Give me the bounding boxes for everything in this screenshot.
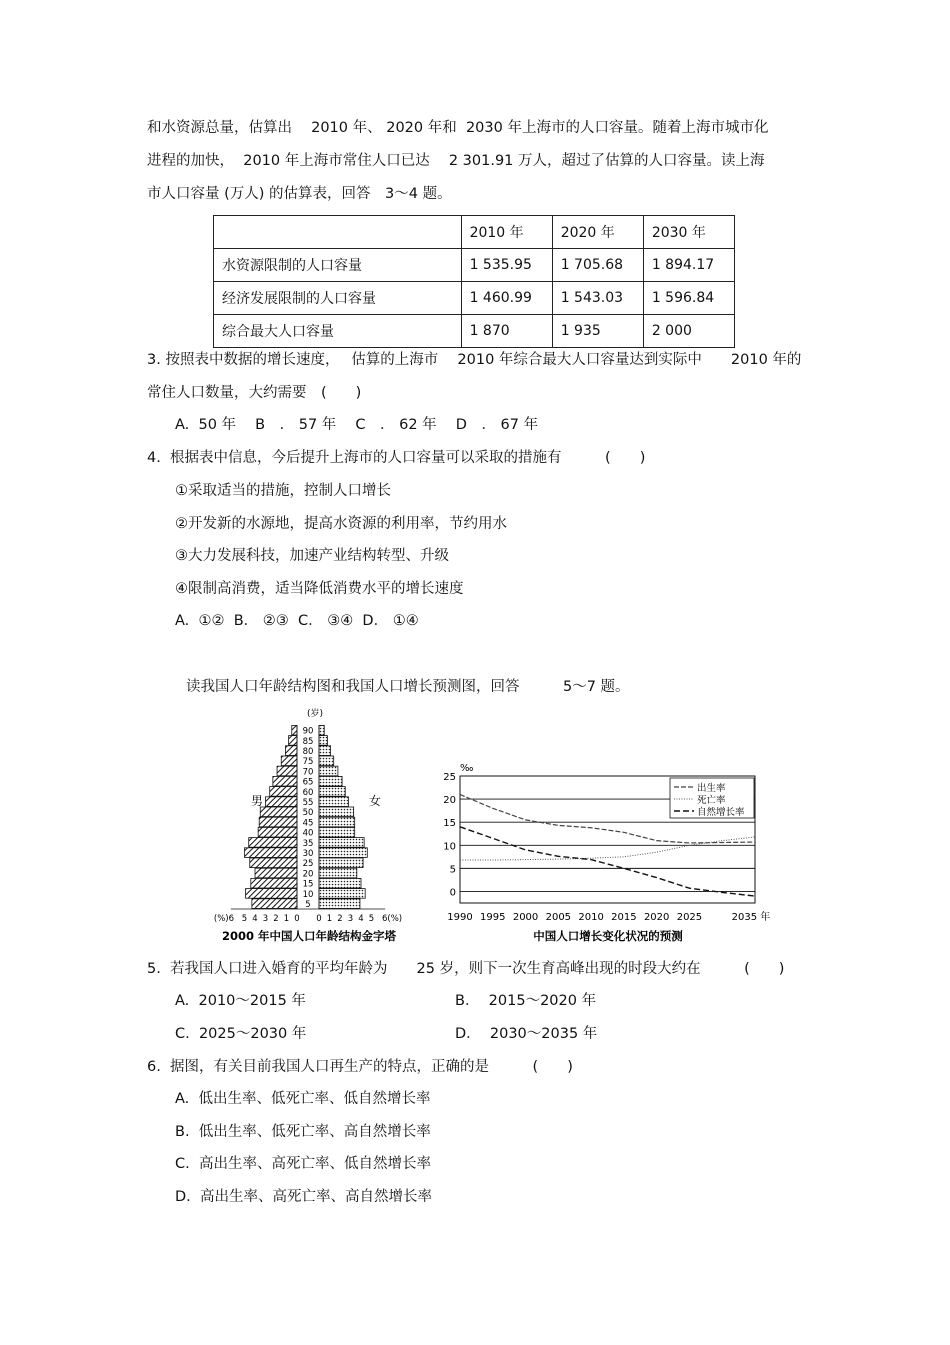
growth-y-tick: 5 [449, 864, 456, 876]
pyramid-age-tick: 15 [302, 879, 314, 890]
growth-y-tick: 20 [443, 795, 456, 807]
table-cell: 1 894.17 [643, 249, 734, 282]
growth-y-unit: ‰ [460, 763, 474, 774]
q6-option-a: A. 低出生率、低死亡率、低自然增长率 [175, 1091, 431, 1107]
q3-options: A. 50 年 B ． 57 年 C ． 62 年 D ． 67 年 [175, 417, 539, 433]
pyramid-bar-female [319, 827, 355, 837]
population-pyramid-chart [205, 703, 430, 948]
pyramid-bar-female [319, 838, 364, 848]
pyramid-age-tick: 40 [302, 828, 314, 839]
q3-stem-line-2: 常住人口数量，大约需要 ( ) [147, 385, 362, 401]
table-row [214, 315, 735, 348]
growth-x-tick: 2000 [512, 912, 539, 923]
pyramid-age-tick: 45 [302, 818, 314, 829]
population-capacity-table [213, 215, 735, 348]
q5-option-a: A. 2010～2015 年 [175, 993, 306, 1009]
growth-x-tick: 1990 [447, 912, 473, 923]
pyramid-bar-male [281, 756, 297, 766]
pyramid-age-tick: 25 [302, 859, 314, 870]
pyramid-bar-female [319, 868, 357, 878]
pyramid-bar-male [270, 787, 297, 797]
q6-option-b: B. 低出生率、低死亡率、高自然增长率 [175, 1124, 431, 1140]
pyramid-x-tick: 5 [241, 914, 248, 924]
pyramid-x-tick: 2 [337, 914, 343, 924]
pyramid-age-tick: 20 [302, 869, 314, 880]
q5-option-d: D． 2030～2035 年 [455, 1026, 598, 1042]
q6-option-d: D. 高出生率、高死亡率、高自然增长率 [175, 1189, 432, 1205]
pyramid-bar-female [319, 797, 348, 807]
growth-x-tick: 2020 [643, 912, 670, 923]
pyramid-bar-male [289, 736, 297, 746]
pyramid-bar-male [252, 899, 297, 909]
pyramid-age-tick: 65 [302, 777, 314, 788]
intro-line-1: 和水资源总量，估算出 2010 年、 2020 年和 2030 年上海市的人口容量。随着上海市城市化 [147, 120, 769, 136]
pyramid-bar-male [245, 848, 298, 858]
q4-options: A. ①② B． ②③ C． ③④ D． ①④ [175, 613, 419, 629]
pyramid-bar-male [259, 817, 297, 827]
pyramid-bar-female [319, 776, 342, 786]
pyramid-x-tick: 2 [273, 914, 279, 924]
pyramid-bar-female [319, 736, 327, 746]
growth-x-tick: 2035 年 [731, 912, 771, 923]
pyramid-title: 2000 年中国人口年龄结构金字塔 [221, 929, 397, 943]
q5-option-b: B． 2015～2020 年 [455, 993, 597, 1009]
table-cell: 2 000 [643, 315, 734, 348]
pyramid-bar-male [258, 827, 297, 837]
pyramid-female-label: 女 [368, 794, 382, 808]
q3-stem-line-1: 3. 按照表中数据的增长速度， 估算的上海市 2010 年综合最大人口容量达到实际中 2010 年的 [147, 352, 802, 368]
pyramid-age-tick: 10 [302, 889, 314, 900]
q6-option-c: C. 高出生率、高死亡率、低自然增长率 [175, 1156, 431, 1172]
pyramid-bar-female [319, 848, 367, 858]
pyramid-bar-female [319, 899, 360, 909]
pyramid-bar-female [319, 878, 361, 888]
table-row [214, 249, 735, 282]
growth-y-tick: 0 [449, 887, 456, 899]
intro-5-7: 读我国人口年龄结构图和我国人口增长预测图，回答 5～7 题。 [186, 679, 630, 695]
table-cell: 1 596.84 [643, 282, 734, 315]
pyramid-age-tick: 60 [302, 787, 314, 798]
growth-y-tick: 25 [443, 772, 456, 783]
table-header-cell: 2020 年 [552, 216, 643, 249]
pyramid-x-tick: 1 [326, 914, 333, 924]
q5-stem: 5. 若我国人口进入婚育的平均年龄为 25 岁，则下一次生育高峰出现的时段大约在 ( ) [147, 961, 785, 977]
q6-stem: 6. 据图，有关目前我国人口再生产的特点，正确的是 ( ) [147, 1059, 573, 1075]
pyramid-age-tick: 80 [302, 747, 314, 757]
pyramid-bar-male [266, 797, 298, 807]
growth-legend-label: 自然增长率 [697, 807, 745, 818]
table-cell: 综合最大人口容量 [214, 315, 462, 348]
pyramid-x-tick: 6(%) [382, 914, 403, 924]
table-header-cell: 2010 年 [461, 216, 552, 249]
pyramid-bar-female [319, 807, 354, 817]
table-cell: 1 543.03 [552, 282, 643, 315]
pyramid-age-tick: 75 [302, 757, 314, 768]
growth-title: 中国人口增长变化状况的预测 [533, 929, 683, 943]
pyramid-bar-female [319, 725, 324, 735]
table-cell: 1 870 [461, 315, 552, 348]
growth-x-tick: 2010 [578, 912, 604, 923]
pyramid-bar-female [319, 756, 334, 766]
pyramid-age-tick: 90 [302, 726, 314, 737]
pyramid-bar-male [285, 746, 297, 756]
q4-item-1: ①采取适当的措施，控制人口增长 [175, 483, 391, 499]
pyramid-bar-male [277, 766, 297, 776]
q4-item-2: ②开发新的水源地，提高水资源的利用率，节约用水 [175, 516, 507, 532]
pyramid-bar-female [319, 787, 345, 797]
table-cell: 1 705.68 [552, 249, 643, 282]
pyramid-x-tick: 0 [316, 914, 322, 924]
q4-item-4: ④限制高消费，适当降低消费水平的增长速度 [175, 581, 464, 597]
pyramid-male-label: 男 [250, 794, 264, 808]
growth-series-line [460, 837, 755, 860]
pyramid-x-tick: 1 [283, 914, 290, 924]
intro-line-2: 进程的加快， 2010 年上海市常住人口已达 2 301.91 万人，超过了估算的人口容量。读上海 [147, 153, 765, 169]
q5-option-c: C. 2025～2030 年 [175, 1026, 307, 1042]
table-cell: 1 535.95 [461, 249, 552, 282]
table-cell: 1 460.99 [461, 282, 552, 315]
pyramid-x-tick: 5 [368, 914, 375, 924]
pyramid-age-unit: (岁) [306, 709, 324, 719]
pyramid-bar-male [273, 776, 297, 786]
pyramid-x-tick: 3 [347, 914, 354, 924]
pyramid-age-tick: 70 [302, 767, 314, 778]
pyramid-age-tick: 55 [302, 798, 314, 808]
pyramid-x-tick: 4 [358, 914, 364, 924]
pyramid-age-tick: 30 [302, 849, 314, 859]
growth-x-tick: 1995 [480, 912, 506, 923]
pyramid-x-tick: 0 [294, 914, 300, 924]
growth-x-tick: 2015 [611, 912, 637, 923]
pyramid-age-tick: 35 [302, 838, 314, 849]
growth-x-tick: 2005 [545, 912, 572, 923]
growth-y-tick: 15 [443, 818, 456, 830]
pyramid-x-tick: (%)6 [213, 914, 234, 924]
pyramid-bar-female [319, 817, 355, 827]
pyramid-bar-male [251, 878, 297, 888]
pyramid-bar-male [249, 838, 297, 848]
table-header-cell: 2030 年 [643, 216, 734, 249]
table-cell: 经济发展限制的人口容量 [214, 282, 462, 315]
growth-legend-label: 死亡率 [697, 795, 726, 806]
table-header-cell [214, 216, 462, 249]
growth-legend-label: 出生率 [697, 783, 726, 794]
pyramid-bar-male [246, 889, 297, 899]
table-header-row [214, 216, 735, 249]
growth-series-line [460, 827, 755, 896]
pyramid-bar-female [319, 858, 363, 868]
q4-stem: 4. 根据表中信息，今后提升上海市的人口容量可以采取的措施有 ( ) [147, 450, 646, 466]
pyramid-bar-female [319, 746, 331, 756]
pyramid-bar-female [319, 766, 338, 776]
population-growth-chart [438, 758, 783, 948]
growth-y-tick: 10 [443, 841, 456, 853]
pyramid-bar-male [260, 807, 297, 817]
table-cell: 1 935 [552, 315, 643, 348]
pyramid-age-tick: 50 [302, 808, 314, 819]
pyramid-bar-female [319, 889, 365, 899]
growth-x-tick: 2025 [676, 912, 703, 923]
pyramid-x-tick: 4 [252, 914, 258, 924]
intro-line-3: 市人口容量 (万人) 的估算表，回答 3～4 题。 [147, 186, 452, 202]
pyramid-age-tick: 5 [305, 900, 311, 910]
table-cell: 水资源限制的人口容量 [214, 249, 462, 282]
pyramid-age-tick: 85 [302, 736, 314, 747]
q4-item-3: ③大力发展科技，加速产业结构转型、升级 [175, 548, 449, 564]
table-row [214, 282, 735, 315]
pyramid-bar-male [250, 858, 297, 868]
pyramid-bar-male [292, 725, 297, 735]
pyramid-bar-male [255, 868, 297, 878]
pyramid-x-tick: 3 [262, 914, 269, 924]
